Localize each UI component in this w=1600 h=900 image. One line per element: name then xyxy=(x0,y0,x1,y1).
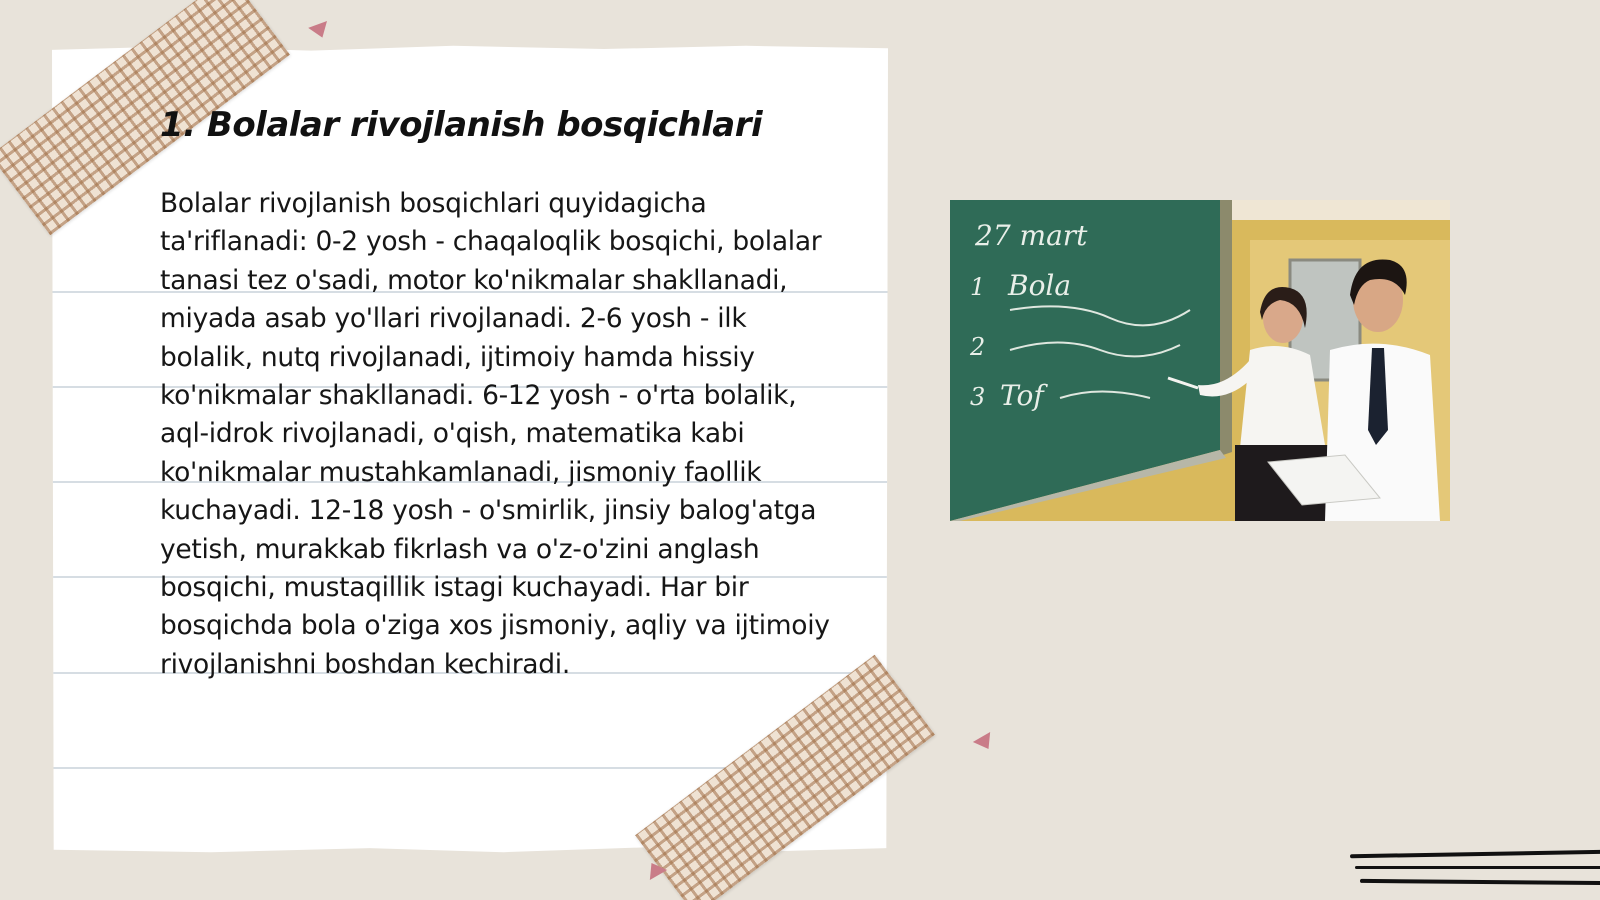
ceiling xyxy=(1210,200,1450,220)
chalk-text: 27 mart xyxy=(975,219,1088,252)
decorative-stroke xyxy=(1355,866,1600,869)
slide-title: 1. Bolalar rivojlanish bosqichlari xyxy=(160,105,763,145)
classroom-photo xyxy=(950,200,1450,521)
slide-body-text: Bolalar rivojlanish bosqichlari quyidagicha ta'riflanadi: 0-2 yosh - chaqaloqlik bosqichi, bolalar tanasi tez o'sadi, motor ko'nikmalar shakllanadi, miyada asab yo'llari rivojlanadi. 2-6 yosh - ilk bolalik, nutq rivojlanadi, ijtimoiy hamda hissiy ko'nikmalar shakllanadi. 6-12 yosh - o'rta bolalik, aql-idrok rivojlanadi, o'qish, matematika kabi ko'nikmalar mustahkamlanadi, jismoniy faollik kuchayadi. 12-18 yosh - o'smirlik, jinsiy balog'atga yetish, murakkab fikrlash va o'z-o'zini anglash bosqichi, mustaqillik istagi kuchayadi. Har bir bosqichda bola o'ziga xos jismoniy, aqliy va ijtimoiy rivojlanishni boshdan kechiradi. xyxy=(160,188,830,680)
chalk-text: Tof xyxy=(1000,379,1044,412)
chalk-text: 1 xyxy=(970,273,986,301)
pin-icon xyxy=(973,732,997,754)
chalkboard-frame xyxy=(1220,200,1232,456)
decorative-stroke xyxy=(1350,850,1600,859)
pin-icon xyxy=(308,21,332,41)
chalk-text: Bola xyxy=(1008,269,1072,302)
chalk-text: 2 xyxy=(970,333,986,361)
classroom-photo-illustration xyxy=(950,200,1450,521)
chalk-text: 3 xyxy=(970,383,986,411)
decorative-stroke xyxy=(1360,879,1600,885)
